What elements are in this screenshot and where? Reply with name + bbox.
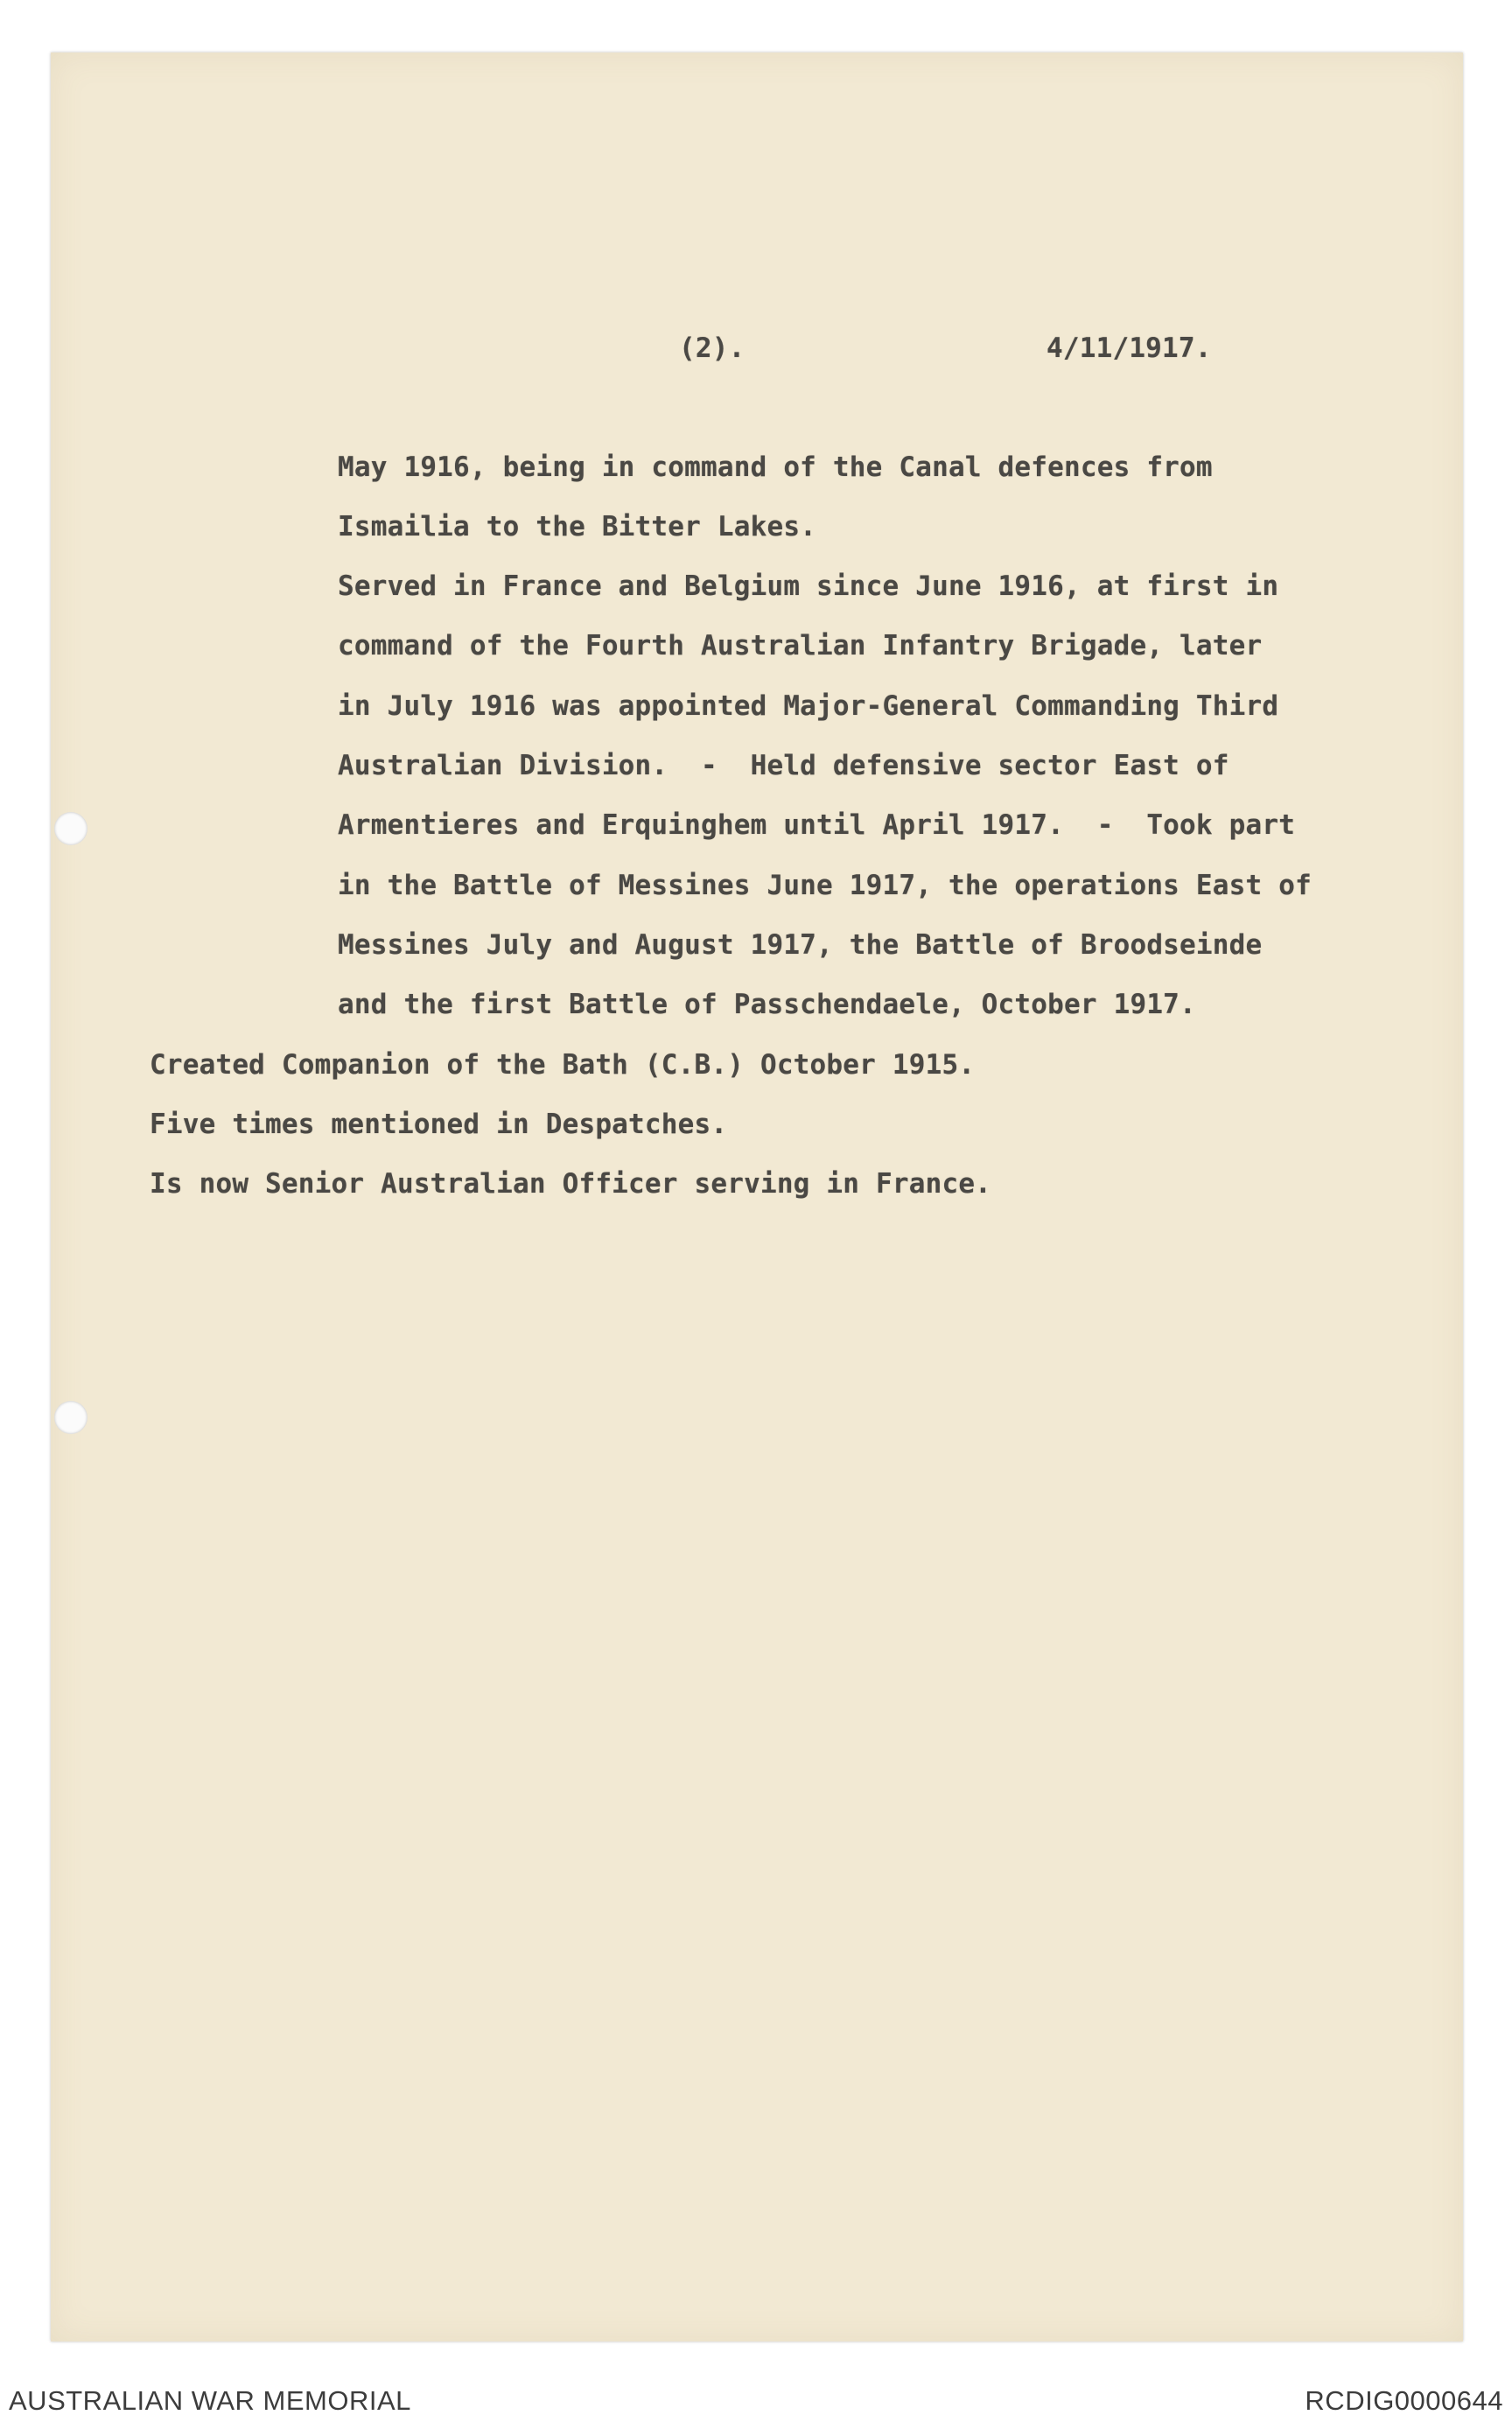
document-date: 4/11/1917. bbox=[1046, 332, 1212, 364]
punch-hole bbox=[54, 812, 88, 845]
punch-hole bbox=[54, 1401, 88, 1434]
footer-record-id: RCDIG0000644 bbox=[1305, 2385, 1503, 2416]
body-line: Australian Division. - Held defensive sector East of bbox=[338, 750, 1229, 781]
honour-line: Created Companion of the Bath (C.B.) October 1915. bbox=[150, 1049, 976, 1081]
body-line: and the first Battle of Passchendaele, October 1917. bbox=[338, 989, 1196, 1020]
body-line: May 1916, being in command of the Canal defences from bbox=[338, 452, 1213, 483]
body-line: Ismailia to the Bitter Lakes. bbox=[338, 511, 817, 542]
page-number: (2). bbox=[679, 332, 746, 364]
body-line: in July 1916 was appointed Major-General Commanding Third bbox=[338, 690, 1279, 722]
honour-line: Is now Senior Australian Officer serving in France. bbox=[150, 1168, 992, 1200]
body-line: command of the Fourth Australian Infantry Brigade, later bbox=[338, 630, 1263, 662]
body-line: Armentieres and Erquinghem until April 1917. - Took part bbox=[338, 809, 1296, 841]
honour-line: Five times mentioned in Despatches. bbox=[150, 1109, 728, 1140]
body-line: Served in France and Belgium since June 1916, at first in bbox=[338, 570, 1279, 602]
body-line: Messines July and August 1917, the Battle of Broodseinde bbox=[338, 929, 1263, 961]
footer-institution: AUSTRALIAN WAR MEMORIAL bbox=[9, 2385, 411, 2416]
body-line: in the Battle of Messines June 1917, the operations East of bbox=[338, 870, 1312, 901]
